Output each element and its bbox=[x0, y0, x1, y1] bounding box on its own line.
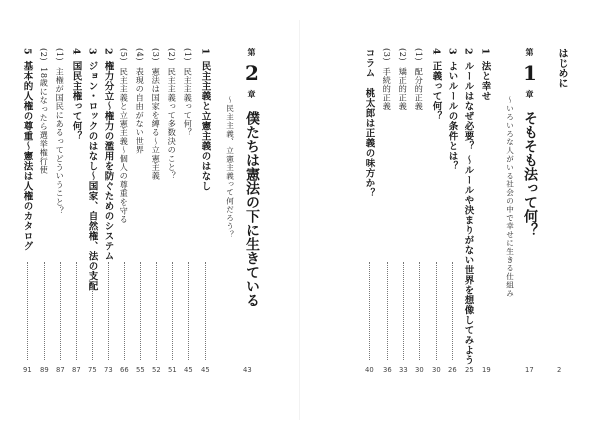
entry-text: ジョン・ロックのはなし〜国家、自然権、法の支配 bbox=[86, 61, 98, 292]
chapter-2-heading bbox=[240, 48, 264, 307]
entry-page: 45 bbox=[184, 366, 193, 374]
entry-number: 2 bbox=[102, 48, 114, 56]
entry-text: 法と幸せ bbox=[479, 61, 491, 102]
chapter-2-title: 僕たちは憲法の下に生きている bbox=[244, 111, 260, 308]
entry-number: 4 bbox=[70, 48, 82, 56]
toc-subentry bbox=[40, 48, 48, 174]
toc-subentry bbox=[415, 48, 423, 111]
leader-dots bbox=[387, 262, 388, 360]
entry-number: (3) bbox=[382, 48, 393, 62]
toc-intro bbox=[556, 48, 566, 88]
chapter-2-page: 43 bbox=[243, 366, 252, 374]
entry-page: 30 bbox=[432, 366, 441, 374]
entry-number: 2 bbox=[462, 48, 474, 56]
entry-number: (4) bbox=[135, 48, 146, 62]
entry-text: 権力分立〜権力の濫用を防ぐためのシステム bbox=[102, 61, 114, 262]
entry-page: 25 bbox=[465, 366, 474, 374]
leader-dots bbox=[188, 262, 189, 360]
toc-entry bbox=[480, 48, 490, 101]
toc-entry bbox=[463, 48, 473, 365]
entry-page: 30 bbox=[415, 366, 424, 374]
chapter-2-label-top: 第 bbox=[247, 48, 257, 56]
entry-number: (1) bbox=[183, 48, 194, 62]
leader-dots bbox=[140, 262, 141, 360]
toc-subentry bbox=[383, 48, 391, 111]
entry-page: 87 bbox=[56, 366, 65, 374]
toc-entry bbox=[431, 48, 441, 121]
entry-page: 89 bbox=[40, 366, 49, 374]
toc-subentry bbox=[120, 48, 128, 224]
toc-entry bbox=[447, 48, 457, 171]
leader-dots bbox=[403, 262, 404, 360]
leader-dots bbox=[205, 262, 206, 360]
entry-page: 75 bbox=[88, 366, 97, 374]
entry-text: 民主主義って多数決のこと？ bbox=[167, 67, 178, 181]
intro-label: はじめに bbox=[556, 48, 567, 88]
entry-number: (1) bbox=[414, 48, 425, 62]
column-text: コラム 桃太郎は正義の味方か？ bbox=[363, 48, 375, 198]
leader-dots bbox=[27, 262, 28, 360]
chapter-1-label-top: 第 bbox=[525, 48, 535, 56]
leader-dots bbox=[60, 262, 61, 360]
entry-page: 66 bbox=[120, 366, 129, 374]
entry-text: 表現の自由がない世界 bbox=[135, 67, 146, 155]
toc-subentry bbox=[168, 48, 176, 180]
leader-dots bbox=[369, 262, 370, 360]
chapter-1-subtitle: 〜いろいろな人がいる社会の中で幸せに生きる仕組み bbox=[505, 96, 515, 298]
chapter-1-heading bbox=[518, 48, 542, 237]
chapter-2-subtitle: 〜民主主義、立憲主義って何だろう？ bbox=[225, 96, 235, 239]
entry-page: 91 bbox=[23, 366, 32, 374]
entry-number: 3 bbox=[86, 48, 98, 56]
entry-number: 1 bbox=[199, 48, 211, 56]
intro-page: 2 bbox=[557, 366, 562, 374]
entry-number: (2) bbox=[39, 48, 50, 62]
entry-text: 18歳になったら選挙権行使 bbox=[39, 67, 50, 175]
entry-number: (2) bbox=[398, 48, 409, 62]
toc-entry bbox=[22, 48, 32, 251]
toc-entry bbox=[200, 48, 210, 191]
entry-text: 主権が国民にあるってどういうこと？ bbox=[55, 67, 66, 216]
entry-page: 55 bbox=[136, 366, 145, 374]
toc-subentry bbox=[184, 48, 192, 137]
entry-text: 正義って何？ bbox=[430, 61, 442, 122]
entry-page: 45 bbox=[201, 366, 210, 374]
entry-text: 配分的正義 bbox=[414, 67, 425, 111]
chapter-2-number: 2 bbox=[245, 63, 259, 84]
chapter-1-number: 1 bbox=[523, 63, 537, 84]
entry-page: 52 bbox=[152, 366, 161, 374]
toc-subentry bbox=[152, 48, 160, 180]
entry-number: (2) bbox=[167, 48, 178, 62]
entry-text: 矯正的正義 bbox=[398, 67, 409, 111]
leader-dots bbox=[108, 262, 109, 360]
chapter-1-page: 17 bbox=[525, 366, 534, 374]
entry-number: (3) bbox=[151, 48, 162, 62]
entry-page: 33 bbox=[399, 366, 408, 374]
leader-dots bbox=[124, 262, 125, 360]
page-gutter bbox=[299, 20, 300, 420]
entry-page: 87 bbox=[72, 366, 81, 374]
toc-column bbox=[364, 48, 374, 198]
entry-text: ルールはなぜ必要？ 〜ルールや決まりがない世界を想像してみよう bbox=[462, 61, 474, 365]
entry-page: 26 bbox=[448, 366, 457, 374]
entry-text: 民主主義と立憲主義〜個人の尊重を守る bbox=[119, 67, 130, 224]
toc-entry bbox=[87, 48, 97, 291]
toc-subentry bbox=[56, 48, 64, 215]
entry-number: 3 bbox=[446, 48, 458, 56]
entry-text: 国民主権って何？ bbox=[70, 61, 82, 142]
entry-number: 5 bbox=[21, 48, 33, 56]
entry-page: 40 bbox=[365, 366, 374, 374]
leader-dots bbox=[76, 262, 77, 360]
entry-text: 憲法は国家を縛る〜立憲主義 bbox=[151, 67, 162, 181]
entry-number: (1) bbox=[55, 48, 66, 62]
entry-text: 民主主義と立憲主義のはなし bbox=[199, 61, 211, 192]
entry-text: よいルールの条件とは？ bbox=[446, 61, 458, 172]
entry-text: 民主主義って何？ bbox=[183, 67, 194, 137]
entry-page: 51 bbox=[168, 366, 177, 374]
entry-number: 4 bbox=[430, 48, 442, 56]
leader-dots bbox=[92, 262, 93, 360]
leader-dots bbox=[419, 262, 420, 360]
leader-dots bbox=[44, 262, 45, 360]
entry-text: 手続的正義 bbox=[382, 67, 393, 111]
leader-dots bbox=[436, 262, 437, 360]
entry-text: 基本的人権の尊重〜憲法は人権のカタログ bbox=[21, 61, 33, 252]
toc-entry bbox=[103, 48, 113, 261]
entry-number: (5) bbox=[119, 48, 130, 62]
leader-dots bbox=[172, 262, 173, 360]
leader-dots bbox=[156, 262, 157, 360]
entry-page: 19 bbox=[482, 366, 491, 374]
entry-page: 36 bbox=[383, 366, 392, 374]
leader-dots bbox=[452, 262, 453, 360]
chapter-2-label-bottom: 章 bbox=[247, 90, 257, 99]
entry-number: 1 bbox=[479, 48, 491, 56]
toc-subentry bbox=[136, 48, 144, 154]
entry-page: 73 bbox=[104, 366, 113, 374]
chapter-1-title: そもそも法って何？ bbox=[522, 111, 538, 238]
toc-entry bbox=[71, 48, 81, 141]
chapter-1-label-bottom: 章 bbox=[525, 90, 535, 99]
toc-subentry bbox=[399, 48, 407, 111]
